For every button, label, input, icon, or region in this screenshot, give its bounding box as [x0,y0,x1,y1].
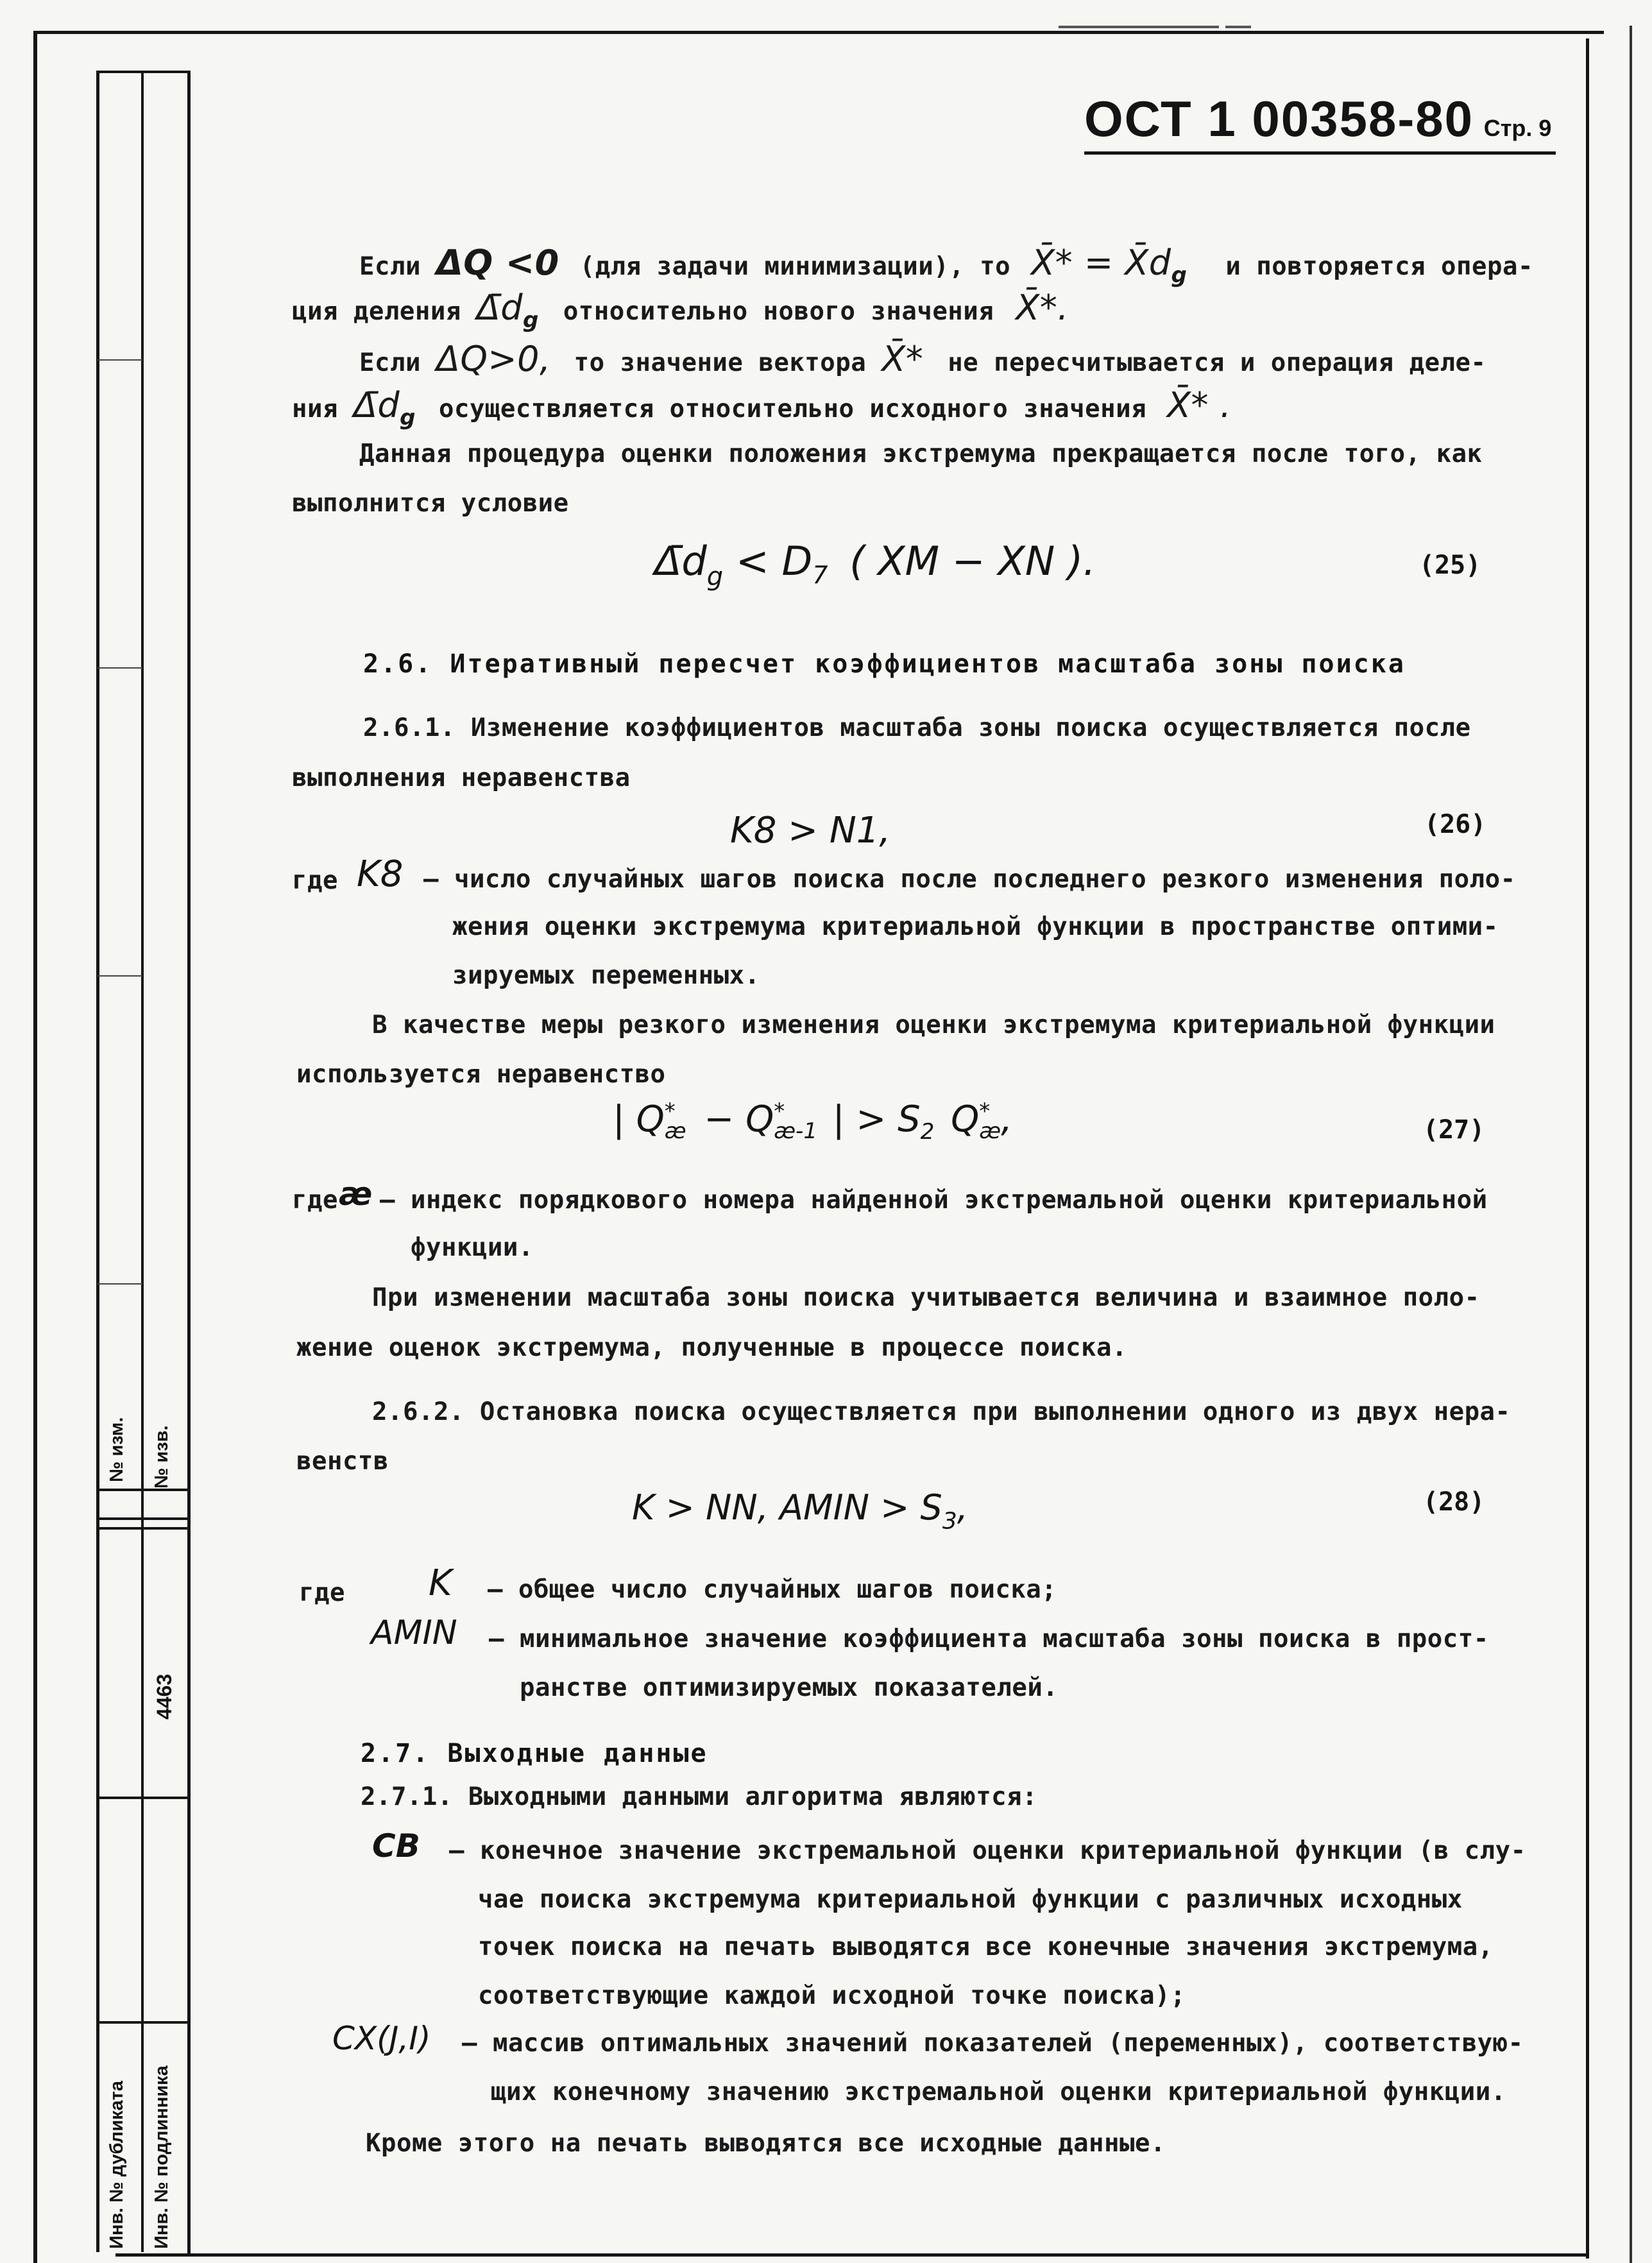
p-mera-line-2: используется неравенство [296,1060,666,1089]
cb-desc-line-3: точек поиска на печать выводятся все конечные значения экстремума, [478,1933,1494,1961]
p261-line-1: 2.6.1. Изменение коэффициентов масштаба зоны поиска осуществляется после [363,713,1471,742]
stamp-mid-line-4 [96,1797,189,1799]
frame-bottom-border [115,2253,1588,2257]
p1-line-2: ция деления Δ̄dg относительно нового значения X̄*. [292,287,1069,333]
p-mera-line-1: В качестве меры резкого изменения оценки экстремума критериальной функции [372,1011,1495,1039]
stamp-mid-line-5 [96,2021,189,2024]
k8-desc-line-1: – число случайных шагов поиска после последнего резкого изменения поло- [423,865,1516,894]
stamp-body-line [187,71,191,2253]
scan-mark-1 [1059,26,1219,28]
equation-25-number: (25) [1419,551,1481,580]
stamp-top-line [96,71,189,73]
math-x-star-vector: X̄* [881,339,924,379]
math-delta-q-lt: ΔQ <0 [436,243,559,283]
equation-27-number: (27) [1423,1115,1485,1145]
k-desc: – общее число случайных шагов поиска; [488,1575,1057,1604]
stamp-inv-podl-value: 4463 [153,1673,176,1720]
doc-header [1084,90,1551,148]
cx-desc-line-2: щих конечному значению экстремальной оценки критериальной функции. [491,2078,1506,2106]
cb-desc-line-1: – конечное значение экстремальной оценки критериальной функции (в слу- [449,1836,1526,1865]
k8-desc-line-3: зируемых переменных. [452,961,760,990]
cx-desc-line-1: – массив оптимальных значений показателей (переменных), соответствую- [462,2029,1524,2058]
section-2-7-heading: 2.7. Выходные данные [361,1739,708,1768]
stamp-mid-line-1 [96,1489,189,1491]
cb-desc-line-2: чае поиска экстремума критериальной функции с различных исходных [478,1885,1463,1914]
math-delta-dg-2: Δ̄d [353,385,400,425]
stamp-rule-3 [98,975,142,977]
p3-line-2: выполнится условие [292,489,569,518]
k-symbol: K [429,1562,452,1604]
p2-line-1: Если ΔQ>0, то значение вектора X̄* не пересчитывается и операция деле- [359,339,1486,379]
equation-26: K8 > N1, [730,810,891,851]
math-x-star-new: X̄*. [1016,287,1069,328]
doc-number: ОСТ 1 00358-80 [1084,90,1474,147]
p1-line-1: Если ΔQ <0 (для задачи минимизации), то X̄* = X̄dg и повторяется опера- [359,243,1533,288]
k8-desc-line-2: жения оценки экстремума критериальной функции в пространстве оптими- [452,912,1499,941]
equation-26-number: (26) [1424,810,1486,839]
amin-desc-line-2: ранстве оптимизируемых показателей. [520,1673,1059,1702]
cx-symbol: CX(J,I) [332,2020,431,2057]
equation-28: K > NN, AMIN > $S_3$, [632,1487,968,1535]
stamp-rule-1 [98,359,142,361]
amin-symbol: AMIN [371,1614,457,1652]
stamp-rule-4 [98,1283,142,1285]
p262-line-2: венств [296,1447,389,1476]
amin-desc-line-1: – минимальное значение коэффициента масштаба зоны поиска в прост- [489,1625,1489,1653]
frame-right-border [1586,38,1589,2259]
right-edge-mark [1630,26,1632,2263]
p262-line-1: 2.6.2. Остановка поиска осуществляется при выполнении одного из двух нера- [372,1397,1511,1426]
kappa-where: где [292,1186,338,1215]
kappa-desc-line-1: – индекс порядкового номера найденной экстремальной оценки критериальной [380,1186,1488,1215]
frame-left-border [33,31,37,2263]
stamp-inner-right-line [141,71,144,2252]
equation-27: | Q * æ − Q * æ-1 | > $S_2$ Q * æ , [613,1098,1012,1145]
kappa-desc-line-2: функции. [411,1233,534,1262]
equation-25: $\Deltād_g < D_7$ ( XM − XN ). [654,538,1096,592]
p3-line-1: Данная процедура оценки положения экстремума прекращается после того, как [359,440,1483,468]
final-line: Кроме этого на печать выводятся все исходные данные. [366,2129,1166,2158]
p-izm-line-1: При изменении масштаба зоны поиска учитывается величина и взаимное поло- [372,1283,1480,1312]
p-izm-line-2: жение оценок экстремума, полученные в процессе поиска. [296,1333,1127,1362]
stamp-inv-dubl-label: Инв. № дубликата [106,2081,127,2249]
frame-top-border [33,31,1604,34]
stamp-inv-podl-label: Инв. № подлинника [151,2065,172,2249]
p261-line-2: выполнения неравенства [292,764,631,792]
k-where: где [299,1578,345,1607]
stamp-mid-line-2 [96,1517,189,1520]
k8-symbol: K8 [357,853,404,895]
stamp-inner-left-line [96,71,99,2252]
section-2-6-heading: 2.6. Итеративный пересчет коэффициентов масштаба зоны поиска [363,649,1406,679]
scan-mark-2 [1225,26,1251,28]
cb-symbol: CB [372,1827,420,1865]
math-delta-q-gt: ΔQ>0, [436,339,551,379]
p271: 2.7.1. Выходными данными алгоритма являются: [361,1782,1038,1811]
page-label: Стр. 9 [1483,115,1552,141]
kappa-symbol: æ [339,1175,373,1213]
stamp-izv-label: № изв. [151,1425,172,1489]
p2-line-2: ния Δ̄dg осуществляется относительно исходного значения X̄* . [292,385,1232,431]
equation-28-number: (28) [1423,1487,1485,1517]
math-x-star-orig: X̄* . [1167,385,1232,425]
math-delta-dg-1: Δ̄d [476,287,523,328]
cb-desc-line-4: соответствующие каждой исходной точке поиска); [478,1981,1186,2010]
header-underline [1084,151,1556,155]
k8-where: где [292,866,338,895]
stamp-mid-line-3 [96,1527,189,1530]
math-x-star-eq: X̄* = X̄d [1031,243,1171,283]
stamp-rule-2 [98,667,142,669]
stamp-izm-label: № изм. [106,1417,127,1482]
